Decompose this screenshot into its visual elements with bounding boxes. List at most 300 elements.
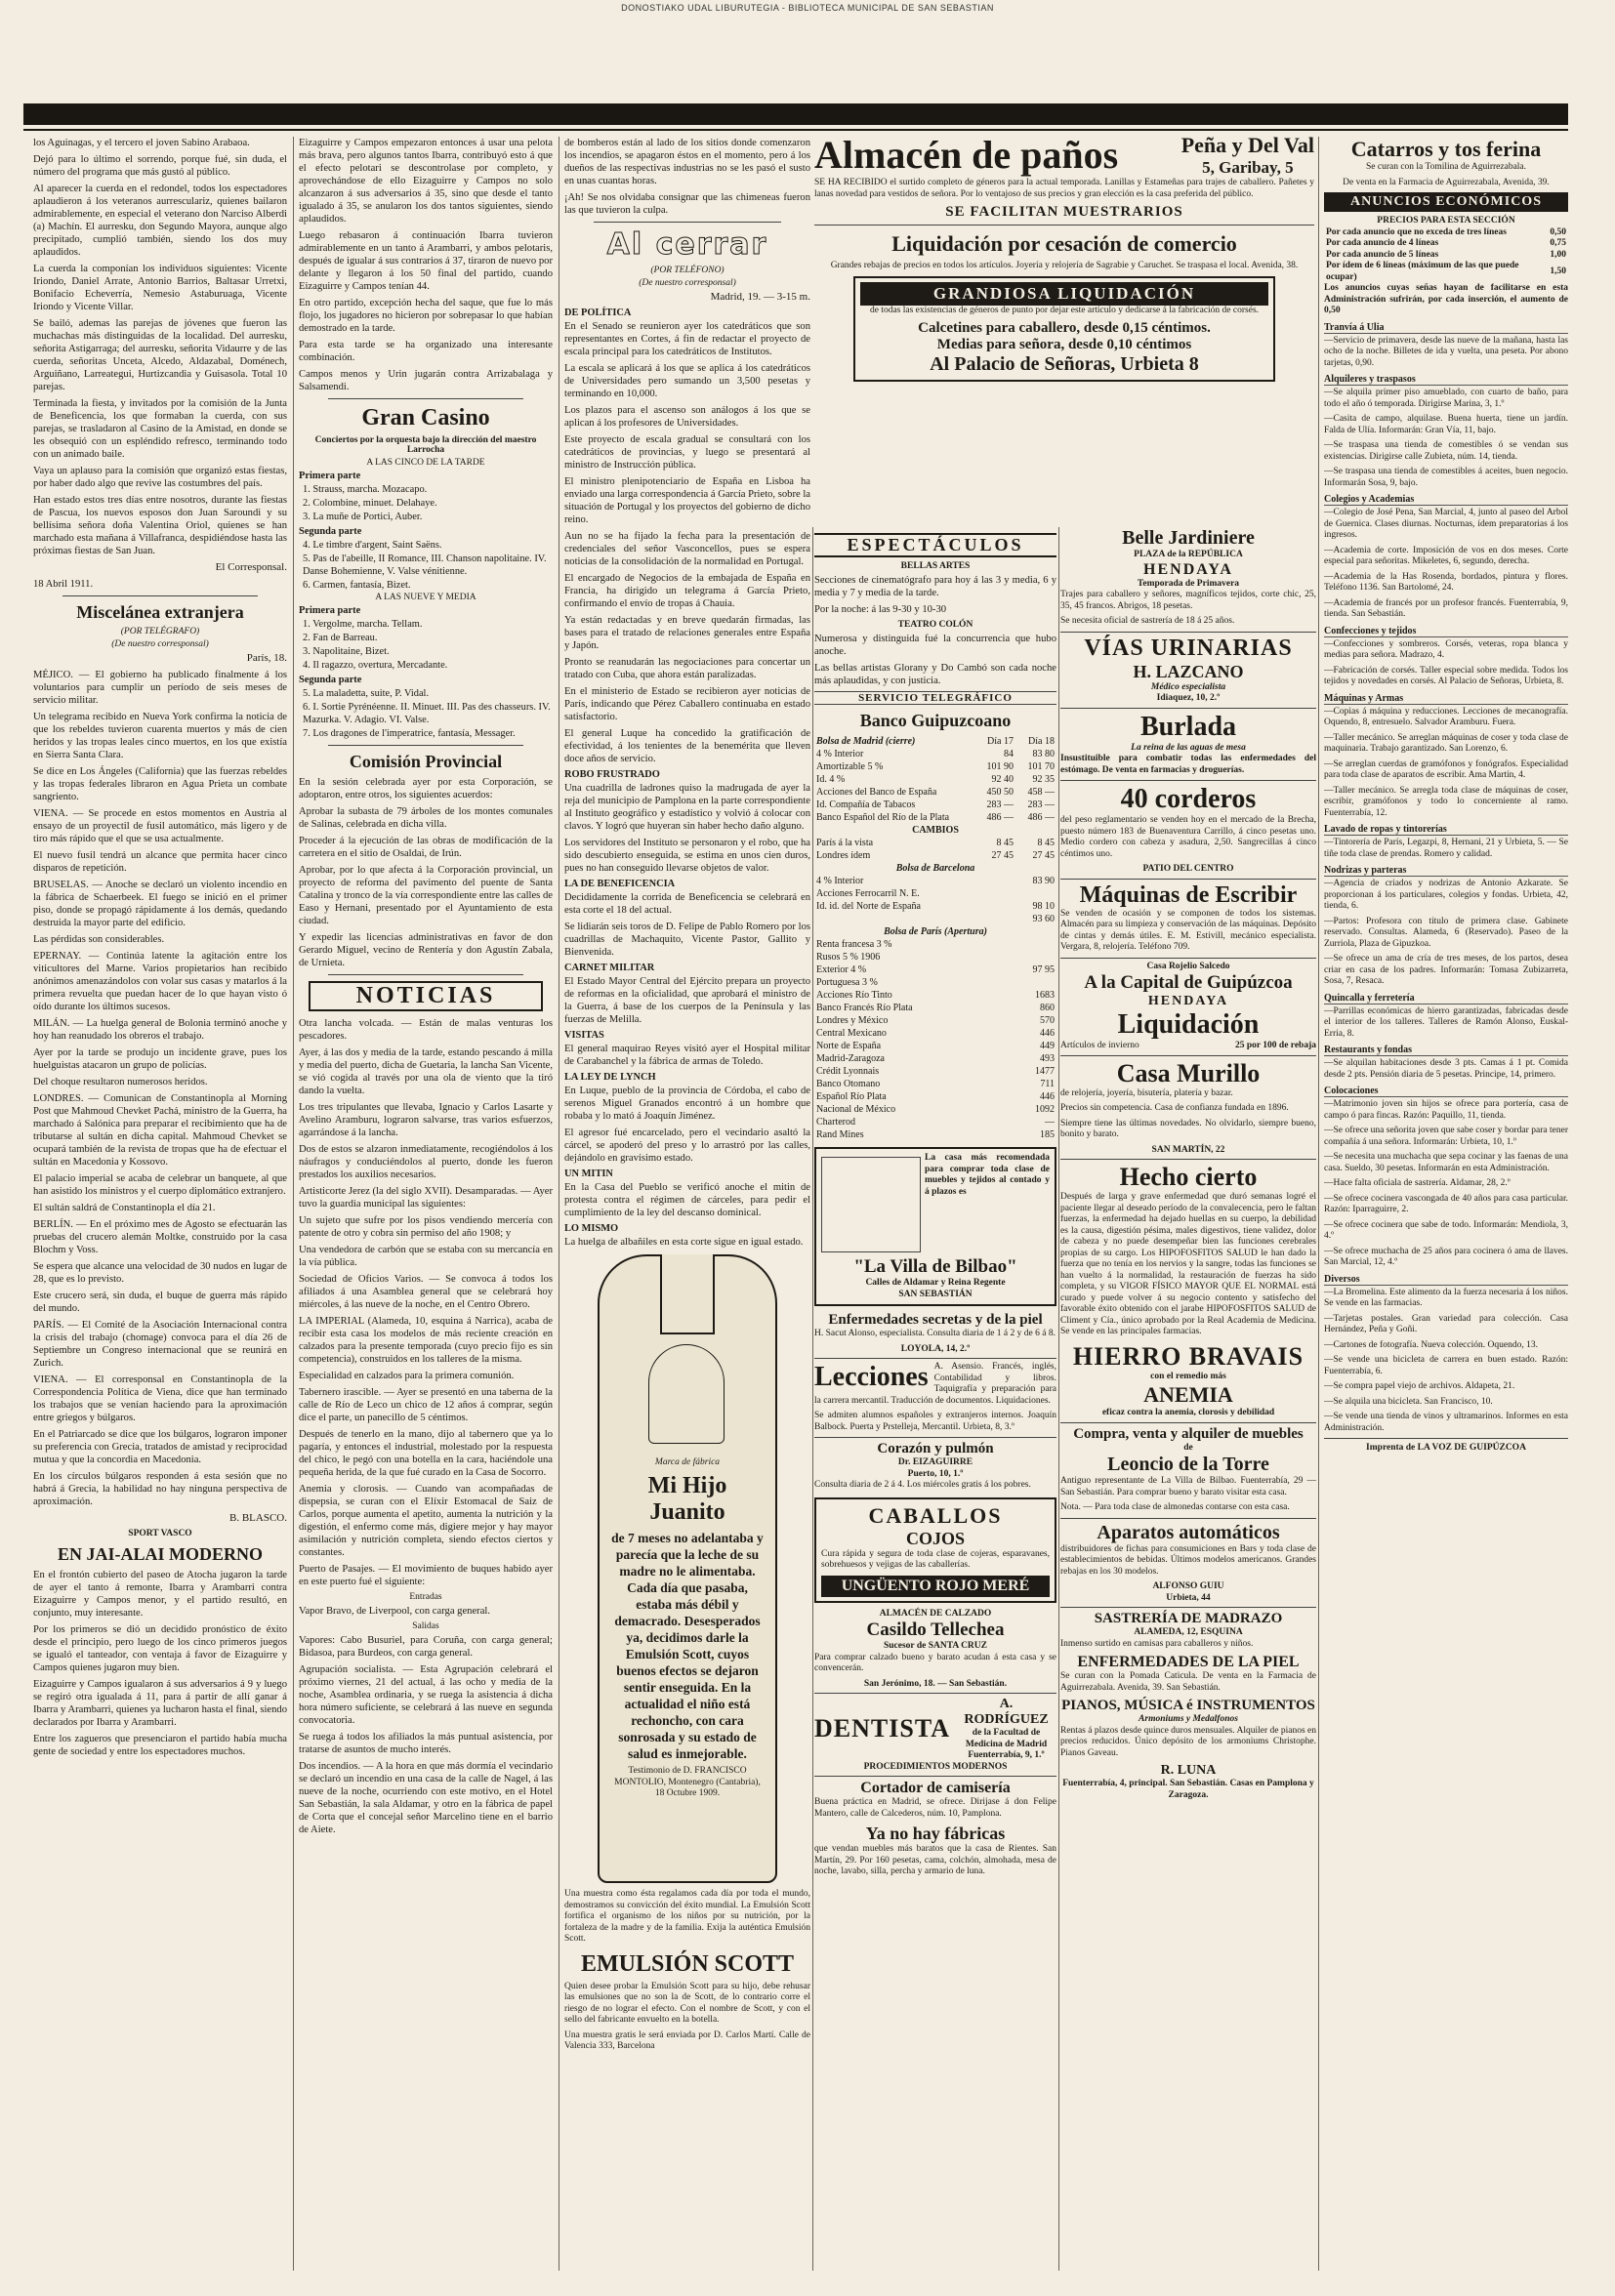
programme-item: 1. Vergolme, marcha. Tellam. xyxy=(303,619,423,630)
classified-ad: —Se vende una bicicleta de carrera en buen estado. Razón: Fuenterrabía, 6. xyxy=(1324,1355,1568,1376)
section-subtitle: (POR TELÉGRAFO) xyxy=(120,627,200,636)
table-row: Por ídem de 6 líneas (máximum de las que puede ocupar) 1,50 xyxy=(1326,261,1566,282)
classified-ad: —Partos: Profesora con título de primera clase. Gabinete reservado. Consultas. Alameda, 6 (Reservado). Paseo de la Zurriola, Plaza de Gipuzkoa. xyxy=(1324,916,1568,949)
ad-note: PROCEDIMIENTOS MODERNOS xyxy=(863,1761,1008,1772)
news-item: El general Luque ha concedido la gratificación de efectividad, á los tenientes de la benemérita que lleven doce años de servicio. xyxy=(564,728,810,764)
column-divider xyxy=(293,137,294,2271)
classified-ad: —Se ofrece muchacha de 25 años para cocinera ó ama de llaves. San Marcial, 12, 4.º xyxy=(1324,1246,1568,1267)
news-category: LO MISMO xyxy=(564,1223,619,1234)
article-paragraph: Numerosa y distinguida fué la concurrencia que hubo anoche. xyxy=(814,634,1056,657)
news-item: Se lidiarán seis toros de D. Felipe de Pablo Romero por los cuadrillas de Machaquito, Vicente Pastor, Gallito y Bienvenida. xyxy=(564,922,810,958)
table-row: Banco Español del Río de la Plata 486 — 486 — xyxy=(816,812,1055,823)
column-divider xyxy=(1318,137,1319,2271)
programme-item: 6. Carmen, fantasía, Bizet. xyxy=(303,580,411,591)
table-row: Id. Compañía de Tabacos 283 — 283 — xyxy=(816,800,1055,810)
table-row: Norte de España 449 xyxy=(816,1041,1055,1051)
article-paragraph: En otro partido, excepción hecha del saque, que fue lo más flojo, los jugadores no hicieron por sobrepasar lo que habían demostrado en la tarde. xyxy=(299,298,553,334)
news-item: Dos incendios. — A la hora en que más dormía el vecindario se declaró un incendio en una casa de la calle de Nagel, á las nueve de la noche, ocurriendo con este motivo, en el Hotel San Sebastián, la sala Aldamar, y otro en la fábrica de papel de Corta que el concejal señor Marcelino tiene en el barrio de Aiete. xyxy=(299,1761,553,1835)
news-item: Del choque resultaron numerosos heridos. xyxy=(33,1077,208,1087)
divider xyxy=(1060,958,1316,959)
ad-body: Insustituible para combatir todas las enfermedades del estómago. De venta en farmacias y droguerías. xyxy=(1060,754,1316,775)
table-row: Central Mexicano 446 xyxy=(816,1028,1055,1039)
divider xyxy=(1060,1607,1316,1608)
table-row: Id. id. del Norte de España 98 10 xyxy=(816,901,1055,912)
news-category: ROBO FRUSTRADO xyxy=(564,769,660,780)
article-paragraph: Se bailó, ademas las parejas de jóvenes que fueron las muchachas más distinguidas de la localidad. Del aurresku, señorita Astigarraga; del aurresku, señorita Vidaurre y de las cuerda, señoritas Unceta, Alcedo, Aldazabal, Doménech, Arguiñano, Larreategui, Hurtizcandia y Guisasola. Total 10 parejas. xyxy=(33,318,287,392)
column-3 xyxy=(564,137,810,2271)
table-row: Exterior 4 % 97 95 xyxy=(816,964,1055,975)
ad-title: Cortador de camisería xyxy=(860,1780,1011,1796)
classified-category: Colegios y Academias xyxy=(1324,494,1568,506)
classified-ad: —Se ofrece un ama de cría de tres meses, de los partos, desea criar en casa de los padres. Informarán: Tomasa Zubizarreta, Sosa, 7, Resaca. xyxy=(1324,954,1568,986)
ad-headline: Liquidación xyxy=(1117,1009,1260,1040)
news-item: Se dice en Los Ángeles (California) que las fuerzas rebeldes y las tropas federales libraron en Agua Prieta un combate sangriento. xyxy=(33,766,287,802)
classified-ad: —Servicio de primavera, desde las nueve de la mañana, hasta las ocho de la noche. Billetes de ida y vuelta, una peseta. Por abono tarjetas, 0,90. xyxy=(1324,335,1568,368)
classified-ad: —Cartones de fotografía. Nueva colección. Oquendo, 13. xyxy=(1324,1339,1538,1350)
divider xyxy=(1324,1438,1568,1439)
liquidation-ad xyxy=(853,276,1275,383)
article-date: 18 Abril 1911. xyxy=(33,579,94,590)
ad-address: Puerto, 10, 1.º xyxy=(907,1468,964,1479)
ad-body: distribuidores de fichas para consumiciones en Bars y toda clase de establecimientos de bebidas. Últimos modelos americanos. Grandes rebajas en los 30 modelos. xyxy=(1060,1543,1316,1577)
table-row: Charterod — xyxy=(816,1117,1055,1128)
article-paragraph: Vaya un aplauso para la comisión que organizó estas fiestas, por haber dado algo que revive las costumbres del país. xyxy=(33,466,287,489)
ad-title: Catarros y tos ferina xyxy=(1350,137,1542,161)
ad-fineprint: Una muestra como ésta regalamos cada día por toda el mundo, demostramos su convicción del éxito mundial. La Emulsión Scott fortifica el organismo de los niños por su nutrición, por la fortaleza de la madre y de la familia. Exija la auténtica Emulsión Scott. xyxy=(564,1889,810,1944)
classified-ad: —Parrillas económicas de hierro garantizadas, fabricadas desde el interior de los talleres. Talleres de Ramón Alonso, Euskal-Erria, 8. xyxy=(1324,1005,1568,1039)
classified-category: Máquinas y Armas xyxy=(1324,693,1568,705)
ad-note: Nota. — Para toda clase de almonedas contarse con esta casa. xyxy=(1060,1502,1290,1512)
news-item: El agresor fué encarcelado, pero el vecindario asaltó la cárcel, se apoderó del preso y lo arrastró por las calles, dejándolo en gravísimo estado. xyxy=(564,1128,810,1164)
ad-name: R. LUNA xyxy=(1160,1763,1217,1778)
news-item: El encargado de Negocios de la embajada de España en Francia, ha dirigido un telegrama á García Prieto, confirmando el envío de tropas á Chauia. xyxy=(564,573,810,609)
classified-ad: —Academia de francés por un profesor francés. Fuenterrabía, 9, tienda. San Sebastián. xyxy=(1324,597,1568,619)
classified-ad: —Copias á máquina y reducciones. Lecciones de mecanografía. Oquendo, 8, entresuelo. Salvador Aramburu. Fuera. xyxy=(1324,706,1568,727)
news-item: Este crucero será, sin duda, el buque de guerra más rápido del mundo. xyxy=(33,1291,287,1314)
column-divider xyxy=(812,527,813,2271)
news-item: Ya están redactadas y en breve quedarán firmadas, las bases para el tratado de relaciones generales entre España y Japón. xyxy=(564,615,810,651)
ad-address: Calles de Aldamar y Reina Regente xyxy=(865,1278,1006,1288)
news-item: BERLÍN. — En el próximo mes de Agosto se efectuarán las pruebas del crucero alemán Moltke, construido por la casa Blochm y Voss. xyxy=(33,1219,287,1255)
table-row: Portuguesa 3 % xyxy=(816,977,878,988)
bank-title: Banco Guipuzcoano xyxy=(859,711,1012,730)
classified-ad: —Se ofrece cocinera vascongada de 40 años para casa particular. Razón: Iparraguirre, 2. xyxy=(1324,1193,1568,1214)
column-6 xyxy=(1324,137,1568,2271)
ad-title: PIANOS, MÚSICA é INSTRUMENTOS xyxy=(1061,1698,1315,1713)
ad-brand: EMULSIÓN SCOTT xyxy=(580,1950,795,1977)
classified-ad: —Matrimonio joven sin hijos se ofrece para portería, casa de campo ó para fincas. Razón: Paquillo, 11, tienda. xyxy=(1324,1099,1568,1121)
ad-title: Máquinas de Escribir xyxy=(1079,882,1298,908)
classified-category: Diversos xyxy=(1324,1274,1568,1286)
ad-line: Medias para señora, desde 0,10 céntimos xyxy=(936,337,1192,352)
ad-address: Se admiten alumnos españoles y extranjeros internos. Joaquín Balbock. Puerta y Prstelleja, Mercantil. Urbieta, 8, 3.º xyxy=(814,1411,1056,1432)
ad-title: Casa Murillo xyxy=(1116,1058,1261,1087)
table-row: Banco Otomano 711 xyxy=(816,1079,1055,1089)
divider xyxy=(814,1776,1056,1777)
concert-time: A LAS CINCO DE LA TARDE xyxy=(366,458,485,468)
table-row: Madrid-Zaragoza 493 xyxy=(816,1053,1055,1064)
ad-title: A la Capital de Guipúzcoa xyxy=(1084,972,1293,993)
divider xyxy=(814,1693,1056,1694)
programme-item: 5. La maladetta, suite, P. Vidal. xyxy=(303,688,430,699)
classified-category: Alquileres y traspasos xyxy=(1324,374,1568,386)
programme-part: Segunda parte xyxy=(299,526,362,537)
ad-note: SE FACILITAN MUESTRARIOS xyxy=(945,204,1183,220)
ad-title: VÍAS URINARIAS xyxy=(1084,635,1293,661)
column-4 xyxy=(814,527,1056,2271)
ad-title: Enfermedades secretas y de la piel xyxy=(828,1312,1043,1328)
news-category: CARNET MILITAR xyxy=(564,963,655,973)
news-category: UN MITIN xyxy=(564,1168,613,1179)
ad-name: ALFONSO GUIU xyxy=(1152,1581,1224,1591)
subheading: Salidas xyxy=(412,1621,439,1631)
classified-ad: —Se arreglan cuerdas de gramófonos y fonógrafos. Especialidad para toda clase de aparatos de escribir. Ama Martín, 4. xyxy=(1324,758,1568,780)
ad-body: Artículos de invierno xyxy=(1060,1041,1139,1050)
ad-subtitle: COJOS xyxy=(905,1528,965,1548)
ad-body: Se curan con la Pomada Caticula. De venta en la Farmacia de Aguirrezabala. Avenida, 39. San Sebastián. xyxy=(1060,1671,1316,1693)
news-category: DE POLÍTICA xyxy=(564,308,632,318)
divider xyxy=(328,974,523,975)
ad-title: Corazón y pulmón xyxy=(877,1441,994,1456)
ad-body: de todas las existencias de géneros de punto por dejar este artículo y dedicarse á la fabricación de corsés. xyxy=(869,305,1260,315)
classified-ad: —Taller mecánico. Se arregla toda clase de máquinas de coser, escribir, gramófonos y todo lo concerniente al ramo. Fuenterrabía, 12. xyxy=(1324,785,1568,818)
ad-title: HIERRO BRAVAIS xyxy=(1072,1341,1304,1371)
divider xyxy=(1060,1518,1316,1519)
trademark-caption: Marca de fábrica xyxy=(654,1457,721,1467)
table-row: Id. 4 % 92 40 92 35 xyxy=(816,774,1055,785)
article-paragraph: de bomberos están al lado de los sitios donde comenzaron los incendios, se apagaron éstos en el momento, pero á los dueños de las respectivas industrias no se les pasó el susto en unas cuantas horas. xyxy=(564,138,810,186)
table-row: Rusos 5 % 1906 xyxy=(816,952,881,963)
divider xyxy=(1060,780,1316,781)
news-item: Las pérdidas son considerables. xyxy=(33,934,165,945)
ad-name: H. LAZCANO xyxy=(1133,661,1244,681)
article-paragraph: En el frontón cubierto del paseo de Atocha jugaron la tarde de ayer el tanto á remonte, Ibarra y Arambarri contra Eizaguirre y Campos menor, y el partido resultó, en conjunto, muy interesante. xyxy=(33,1570,287,1619)
classified-ad: —Casita de campo, alquilase. Buena huerta, tiene un jardín. Falda de Ulía. Informarán: Gran Vía, 11, bajo. xyxy=(1324,414,1568,435)
ad-body: Grandes rebajas de precios en todos los artículos. Joyería y relojería de Sagrabie y Caruchet. Se traspasa el local. Avenida, 38. xyxy=(830,261,1299,270)
furniture-bed-icon xyxy=(821,1157,921,1252)
news-item: Ayer, á las dos y media de la tarde, estando pescando á milla y media del puerto, dicha de Guetaria, la lancha San Vicente, se vió cogida al través por una ola de viento que la tiró dando la vuelta. xyxy=(299,1047,553,1096)
table-row: Acciones Ferrocarril N. E. xyxy=(816,888,920,899)
news-item: Puerto de Pasajes. — El movimiento de buques habido ayer en este puerto fué el siguiente: xyxy=(299,1564,553,1587)
news-item: En los círculos búlgaros responden á esta sesión que no habrá á Grecia, la habilidad no hay ninguna perspectiva de aproximación. xyxy=(33,1471,287,1507)
programme-item: 2. Fan de Barreau. xyxy=(303,633,378,643)
ad-note: eficaz contra la anemia, clorosis y debilidad xyxy=(1101,1408,1275,1417)
article-paragraph: Dejó para lo último el sorrendo, porque fué, sin duda, el número del programa que más gustó al público. xyxy=(33,154,287,178)
correspondent-signoff: El Corresponsal. xyxy=(215,561,287,573)
section-subtitle: (De nuestro corresponsal) xyxy=(639,278,736,288)
villa-bilbao-ad xyxy=(814,1147,1056,1306)
article-paragraph: Por los primeros se dió un decidido pronóstico de éxito desde el principio, pero luego de los cinco primeros juegos se igualó el tanteador, con ventaja á favor de Eizaguirre y Campos quienes jugaron muy bien. xyxy=(33,1624,287,1673)
article-paragraph: Entre los zagueros que presenciaron el partido había mucha gente de sociedad y entre los espectadores muchos. xyxy=(33,1734,287,1757)
ad-title: "La Villa de Bilbao" xyxy=(853,1256,1017,1277)
news-item: LONDRES. — Comunican de Constantinopla al Morning Post que Mahmoud Chevket Pachá, ministro de la Guerra, ha marchado á Salónica para preparar el recibimiento que ha de tributarse al sultán en dicha capital. Mahmoud Chevket se ocupará también de la revista de tropas que ha de efectuar el sultán en Macedonia y Kossovo. xyxy=(33,1093,287,1168)
article-paragraph: Las bellas artistas Glorany y Do Cambó son cada noche más aplaudidas, y con justicia. xyxy=(814,663,1056,686)
ad-kicker: ALMACÉN DE CALZADO xyxy=(879,1608,992,1619)
table-row: Rand Mines 185 xyxy=(816,1129,1055,1140)
table-subheader: CAMBIOS xyxy=(912,825,959,836)
classified-ad: —Colegio de José Pena, San Marcial, 4, junto al paseo del Arbol de Guernica. Clases diurnas. Nocturnas, ídem preparatorias á los ingresos. xyxy=(1324,508,1568,540)
ad-title: Aparatos automáticos xyxy=(1097,1521,1280,1543)
classified-ad: —Academia de corte. Imposición de vos en dos meses. Corte especial para señoritas. Mikeletes, 6, segundo, derecha. xyxy=(1324,545,1568,566)
divider xyxy=(814,1437,1056,1438)
column-2 xyxy=(299,137,553,2271)
table-row: 93 60 xyxy=(1032,914,1055,924)
article-paragraph: Y expedir las licencias administrativas en favor de don Gerardo Miguel, vecino de Rentería y don Agustín Zabala, de Urnieta. xyxy=(299,932,553,968)
table-header: Día 17 xyxy=(987,736,1014,747)
table-row: Crédit Lyonnais 1477 xyxy=(816,1066,1055,1077)
news-item: La huelga de albañiles en esta corte sigue en igual estado. xyxy=(564,1237,804,1248)
news-item: MÉJICO. — El gobierno ha publicado finalmente á los voluntarios para cumplir un período de seis meses de servicio militar. xyxy=(33,670,287,706)
news-item: En la Casa del Pueblo se verificó anoche el mitin de protesta contra el régimen de cárceles, para pedir el cumplimiento de la ley del descanso dominical. xyxy=(564,1182,810,1218)
ad-body: Precios sin competencia. Casa de confianza fundada en 1896. xyxy=(1060,1103,1289,1113)
programme-part: Primera parte xyxy=(299,471,361,481)
classified-ad: —Se ofrece una señorita joven que sabe coser y bordar para tener compañía á una señora. Informarán: Urbieta, 10, 1.º xyxy=(1324,1126,1568,1147)
news-item: EPERNAY. — Continúa latente la agitación entre los viticultores del Marne. Varios propietarios han recibido anónimos amenazándolos con volar sus casas y matarlos á la primera revuelta que puedan hacer de lo que hayan visto ó oído durante los últimos sucesos. xyxy=(33,951,287,1012)
ad-title: CABALLOS xyxy=(868,1502,1003,1528)
programme-item: 3. La muñe de Portici, Auber. xyxy=(303,512,423,522)
price-header: PRECIOS PARA ESTA SECCIÓN xyxy=(1377,216,1515,226)
divider xyxy=(328,398,523,399)
news-item: Otra lancha volcada. — Están de malas venturas los pescadores. xyxy=(299,1018,553,1042)
concert-time: A LAS NUEVE Y MEDIA xyxy=(375,593,476,602)
article-paragraph: Por la noche: á las 9-30 y 10-30 xyxy=(814,604,947,615)
divider xyxy=(62,595,258,596)
caballos-ad xyxy=(814,1497,1056,1603)
programme-item: 3. Napolitaine, Bizet. xyxy=(303,646,390,657)
ad-store-name: Al Palacio de Señoras, Urbieta 8 xyxy=(930,353,1199,375)
news-item: Pronto se reanudarán las negociaciones para concertar un tratado con Cuba, que ahora están paralizadas. xyxy=(564,657,810,680)
section-title: Al cerrar xyxy=(606,227,768,262)
classified-category: Quincalla y ferretería xyxy=(1324,993,1568,1004)
programme-item: 2. Colombine, minuet. Delahaye. xyxy=(303,498,437,509)
ad-title: Ya no hay fábricas xyxy=(865,1824,1006,1843)
news-item: Especialidad en calzados para la primera comunión. xyxy=(299,1371,515,1381)
ad-subtitle: Sucesor de SANTA CRUZ xyxy=(883,1641,987,1651)
classified-ad: —Tintorería de París, Legazpi, 8, Hernani, 21 y Urbieta, 5. — Se tiñe toda clase de prendas. Romero y calidad. xyxy=(1324,838,1568,859)
classified-ad: —Se necesita una muchacha que sepa cocinar y las faenas de una casa. Sueldo, 30 pesetas. Informarán en esta Administración. xyxy=(1324,1152,1568,1173)
column-divider xyxy=(1058,527,1059,2271)
news-item: Ayer por la tarde se produjo un incidente grave, pues los huelguistas atacaron un grupo de policías. xyxy=(33,1047,287,1071)
ad-body: H. Sacut Alonso, especialista. Consulta diaria de 1 á 2 y de 6 á 8. xyxy=(814,1329,1056,1338)
ad-title: Belle Jardiniere xyxy=(1122,527,1255,549)
news-item: Un telegrama recibido en Nueva York confirma la noticia de que los rebeldes tuvieron cuarenta muertos y más de cien heridos y las tropas leales cinco muertos, en los que existía en Sierra Santa Clara. xyxy=(33,712,287,760)
ad-address: San Jerónimo, 18. — San Sebastián. xyxy=(863,1678,1008,1689)
library-watermark: DONOSTIAKO UDAL LIBURUTEGIA - BIBLIOTECA MUNICIPAL DE SAN SEBASTIAN xyxy=(621,3,994,13)
ad-kicker: Casa Rojelio Salcedo xyxy=(1146,961,1230,971)
ad-city: HENDAYA xyxy=(1143,560,1233,578)
article-paragraph: Al aparecer la cuerda en el redondel, todos los espectadores aplaudieron á los veteranos aurresculariz, quienes bailaron admirablemente, en especial el veterano don Narciso Alberdi (a) Machín. El aurresku, don Segundo Mayora, aunque algo precipitado, cumplió también, siendo los dos muy aplaudidos. xyxy=(33,184,287,258)
classified-ad: —Se traspasa una tienda de comestibles ó se vendan sus existencias. Dirigirse calle Zubieta, núm. 14, tienda. xyxy=(1324,440,1568,462)
news-item: El general maquirao Reyes visitó ayer el Hospital militar de Carabanchel y la fábrica de armas de Toledo. xyxy=(564,1044,810,1067)
section-title: ESPECTÁCULOS xyxy=(814,533,1056,557)
ad-body: que vendan muebles más baratos que la casa de Rientes. San Martín, 29. Por 160 pesetas, cama, colchón, almohada, mesa de noche, lavabo, silla, percha y armario de luna. xyxy=(814,1844,1056,1876)
classified-category: Tranvía á Ulia xyxy=(1324,322,1568,334)
ad-connector: de xyxy=(1183,1442,1193,1453)
programme-item: 1. Strauss, marcha. Mozacapo. xyxy=(303,484,428,495)
news-item: Una vendedora de carbón que se estaba con su mercancía en la vía pública. xyxy=(299,1245,553,1268)
ad-name: A. RODRÍGUEZ xyxy=(964,1697,1049,1727)
article-paragraph: Han estado estos tres días entre nosotros, durante las fiestas de Pascua, los nuevos esposos don Juan Saroundi y su bellísima señora doña Valentina Oriol, quienes se han marchado esta mañana á Villafranca, despidiéndose hasta las próximas fiestas de San Juan. xyxy=(33,495,287,556)
programme-item: 4. Il ragazzo, overtura, Mercadante. xyxy=(303,660,448,671)
news-item: El ministro plenipotenciario de España en Lisboa ha enviado una larga correspondencia á García Prieto, sobre la situación de Portugal y los proyectos del gobierno de dicho reino. xyxy=(564,476,810,525)
classified-ad: —Se alquila una bicicleta. San Francisco, 10. xyxy=(1324,1396,1493,1407)
ad-fineprint: Quien desee probar la Emulsión Scott para su hijo, debe rehusar las emulsiones que no son la de Scott, de lo contrario corre el riesgo de no lograr el efecto. Con el nombre de Scott, y con el sello del fabricante envuelto en la botella. xyxy=(564,1981,810,2025)
table-subheader: Bolsa de Barcelona xyxy=(895,863,975,874)
section-title: NOTICIAS xyxy=(309,981,543,1011)
ad-body: Se curan con la Tomilina de Aguirrezabala. xyxy=(1365,162,1527,172)
ad-product: UNGÜENTO ROJO MERÉ xyxy=(821,1576,1050,1597)
stock-table xyxy=(814,735,1056,1141)
article-paragraph: En la sesión celebrada ayer por esta Corporación, se adoptaron, entre otros, los siguientes acuerdos: xyxy=(299,777,553,800)
news-item: Los plazos para el ascenso son análogos á los que se aplican á los profesores de Universidades. xyxy=(564,405,810,429)
fisherman-trademark-icon xyxy=(648,1344,725,1444)
programme-part: Primera parte xyxy=(299,605,361,616)
article-paragraph: Para esta tarde se ha organizado una interesante combinación. xyxy=(299,340,553,363)
divider xyxy=(594,222,781,223)
header-rule xyxy=(23,103,1568,125)
ad-body: La casa más recomendada para comprar toda clase de muebles y tejidos al contado y á plazos es xyxy=(925,1153,1050,1197)
ad-body: Para comprar calzado bueno y barato acudan á esta casa y se convencerán. xyxy=(814,1652,1056,1673)
news-item: Los tres tripulantes que llevaba, Ignacio y Carlos Lasarte y Avelino Aramburu, lograron salvarse, tras varios esfuerzos, agarrándose á la lancha. xyxy=(299,1102,553,1138)
ad-title: Hecho cierto xyxy=(1119,1163,1258,1191)
ad-address: Una muestra gratis le será enviada por D. Carlos Martí. Calle de Valencia 333, Barcelona xyxy=(564,2030,810,2051)
news-item: Los servidores del Instituto se personaron y el robo, que ha sido descubierto enseguida, se estima en unos cien duros, pues no han conseguido llevarse objetos de valor. xyxy=(564,838,810,874)
ad-title: 40 corderos xyxy=(1120,784,1257,814)
news-item: El palacio imperial se acaba de celebrar un banquete, al que han asistido los ministros y el cuerpo diplomático extranjero. xyxy=(33,1173,287,1197)
news-item: Vapor Bravo, de Liverpool, con carga general. xyxy=(299,1606,491,1617)
ad-title: Casildo Tellechea xyxy=(866,1620,1005,1640)
signature: B. BLASCO. xyxy=(229,1512,287,1524)
classified-category: Restaurants y fondas xyxy=(1324,1045,1568,1056)
section-title: ANUNCIOS ECONÓMICOS xyxy=(1324,192,1568,212)
ad-title: SASTRERÍA DE MADRAZO xyxy=(1094,1611,1283,1626)
ad-title: Burlada xyxy=(1139,711,1237,742)
ad-body: del peso reglamentario se venden hoy en el mercado de la Brecha, puesto número 183 de Buenaventura Carrillo, á cinco pesetas uno. Medio cordero con cabeza y asadura, 2,50. Sangrecillas á cinco céntimos uno. xyxy=(1060,815,1316,859)
article-paragraph: los Aguinagas, y el tercero el joven Sabino Arabaoa. xyxy=(33,138,250,148)
ad-body: de relojería, joyería, bisutería, platería y bazar. xyxy=(1060,1087,1233,1098)
table-row: Acciones Río Tinto 1683 xyxy=(816,990,1055,1001)
ad-subtitle: PLAZA de la REPÚBLICA xyxy=(1134,550,1243,559)
news-item: Se espera que alcance una velocidad de 30 nudos en lugar de 28, que es lo previsto. xyxy=(33,1261,287,1285)
section-kicker: SPORT VASCO xyxy=(128,1529,192,1538)
ad-subtitle: de la Facultad de Medicina de Madrid xyxy=(965,1728,1048,1749)
ad-discount: 25 por 100 de rebaja xyxy=(1234,1041,1316,1050)
news-item: VIENA. — Se procede en estos momentos en Austria al ensayo de un proyectil de fusil automático, más ligero y de tiro más rápido que el que se usa actualmente. xyxy=(33,808,287,844)
ad-address: Fuenterrabía, 4, principal. San Sebastián. Casas en Pamplona y Zaragoza. xyxy=(1062,1779,1314,1800)
divider xyxy=(1060,708,1316,709)
ad-line: Calcetines para caballero, desde 0,15 céntimos. xyxy=(918,320,1211,336)
programme-item: 5. Pas de l'abeille, II Romance, III. Chanson napolitaine. IV. Danse Bohemienne, V. Valse vénitienne. xyxy=(303,554,547,577)
ad-title: Mi Hijo Juanito xyxy=(647,1473,727,1525)
ad-address: SAN MARTÍN, 22 xyxy=(1151,1144,1225,1155)
news-item: Anemia y clorosis. — Cuando van acompañadas de dispepsia, se curan con el Elíxir Estomacal de Saiz de Carlos, porque aumenta el apetito, aumenta la nutrición y la digestión, el enfermo come más, digiere mejor y hay mayor asimilación y nutrición completa, siendo efectos ciertos y constantes. xyxy=(299,1484,553,1558)
classified-category: Confecciones y tejidos xyxy=(1324,626,1568,637)
programme-item: 7. Los dragones de l'imperatrice, fantasía, Messager. xyxy=(303,728,516,739)
news-category: LA LEY DE LYNCH xyxy=(564,1072,656,1083)
table-header: Bolsa de Madrid (cierre) xyxy=(816,736,916,747)
ad-title: GRANDIOSA LIQUIDACIÓN xyxy=(860,282,1268,306)
news-item: VIENA. — El corresponsal en Constantinopla de la Correspondencia Política de Viena, dice que han terminado los trabajos que se venían haciendo para la aproximación entre griegos y búlgaros. xyxy=(33,1374,287,1423)
article-paragraph: Terminada la fiesta, y invitados por la comisión de la Junta de Beneficencia, los que formaban la cuerda, con sus parejas, se trasladaron al Casino de la Amistad, en donde se les obsequió con un espléndido refresco, terminando todo con un animado baile. xyxy=(33,398,287,460)
classified-ad: —Taller mecánico. Se arreglan máquinas de coser y toda clase de maquinaria. Trabajo garantizado. San Lorenzo, 6. xyxy=(1324,732,1568,754)
table-subheader: Bolsa de París (Apertura) xyxy=(884,926,987,937)
ad-address: 5, Garibay, 5 xyxy=(1202,158,1294,177)
table-row: 4 % Interior 84 83 80 xyxy=(816,749,1055,759)
article-paragraph: Eizaguirre y Campos igualaron á sus adversarios á 9 y luego se regiró otra igualada á 11, para á partir de allí ganar á Ibarra y Arambarri, quienes ya lucharon hasta el final, siendo declarados por Ibarra y Arambarri. xyxy=(33,1679,287,1728)
classified-ad: —Se alquilan habitaciones desde 3 pts. Camas á 1 pt. Comida desde 2 pts. Pensión diaria de 5 pesetas. Principe, 14, primero. xyxy=(1324,1058,1568,1080)
news-item: El Estado Mayor Central del Ejército prepara un proyecto de reformas en la oficialidad, que aprobará el ministro de la Guerra, á base de los cuerpos de la Península y las fuerzas de Melilla. xyxy=(564,976,810,1025)
emulsion-scott-ad xyxy=(598,1254,777,1883)
ad-body: De venta en la Farmacia de Aguirrezabala, Avenida, 39. xyxy=(1343,177,1550,187)
ad-title: Compra, venta y alquiler de muebles xyxy=(1073,1425,1304,1442)
news-item: El sultán saldrá de Constantinopla el día 21. xyxy=(33,1203,216,1213)
divider xyxy=(1060,632,1316,633)
news-item: En el Patriarcado se dice que los búlgaros, lograron imponer su preferencia con Grecia, tratados de amistad y reciprocidad mutua y que la concordia en Macedonia. xyxy=(33,1429,287,1465)
table-row: Por cada anuncio de 5 líneas 1,00 xyxy=(1326,249,1566,260)
article-paragraph: Eizaguirre y Campos empezaron entonces á usar una pelota más brava, pero algunos tantos Ibarra, contribuyó esto á que el efecto pelotari se descontrolase por completo, y aprovechándose de ello Eizaguirre y Campos no solo alcanzaron á sus adversarios á 35, sino que desde el tanto igualado á 35, se anularon los dos tantos siguientes, siendo aplaudidos. xyxy=(299,138,553,225)
price-note: Los anuncios cuyas señas hayan de facilitarse en esta Administración sufrirán, por cada inserción, el aumento de 0,50 xyxy=(1324,283,1568,315)
table-row: Nacional de México 1092 xyxy=(816,1104,1055,1115)
table-row: Acciones del Banco de España 450 50 458 — xyxy=(816,787,1055,798)
news-item: Sociedad de Oficios Varios. — Se convoca á todos los afiliados á una Asamblea general que se celebrará hoy miércoles, á las nueve de la noche, en el Centro Obrero. xyxy=(299,1274,553,1310)
ad-subtitle: Temporada de Primavera xyxy=(1137,578,1240,589)
article-paragraph: La cuerda la componían los individuos siguientes: Vicente Iriondo, Daniel Arrate, Antonio Barrios, Baltasar Urretxi, Bonifacio Echeverría, Nemesio Astaburuaga, Vicente Iriondo y Vicente Villar. xyxy=(33,264,287,312)
ad-body: SE HA RECIBIDO el surtido completo de géneros para la actual temporada. Lanillas y Estameñas para trajes de caballero. Pañetes y lanas novedad para vestidos de señora. Por lo ventajoso de sus precios y gran elección es la casa preferida del público. xyxy=(814,178,1314,199)
casino-intro: Conciertos por la orquesta bajo la dirección del maestro Larrocha xyxy=(314,435,537,455)
ad-body: Después de larga y grave enfermedad que duró semanas logré el paciente llegar al deseado período de la convalecencia, pero le faltan fuerzas, la enfermedad ha dejado huellas en su cuerpo, la debilidad es la causa, digestión pésima, males digestivos, tiene validez, dolor de cabeza y no puede desempeñar bien las funciones cerebrales propias de su cargo. Los HIPOFOSFITOS SALUD le han dado la fuerza que no tenía en los nervios y la sangre, todas las funciones se han vuelto á la normalidad, la restauración de fuerzas ha sido completa, y su VIGOR FÍSICO MAYOR QUE EL NORMAL está curado y puede volver á su negocio contento y satisfecho del favorable éxito obtenido con el jarabe HIPOFOSFITOS SALUD de Climent y Cía., único aprobado por la Real Academia de Medicina. Se vende en las principales farmacias. xyxy=(1060,1192,1316,1336)
classified-ad: —Academia de la Has Rosenda, bordados, pintura y flores. Teléfono 1136. San Bartolomé, 24. xyxy=(1324,571,1568,593)
news-item: En Luque, pueblo de la provincia de Córdoba, el cabo de serenos Miguel Granados encontró á un hombre que robaba y lo mató á Joaquín Jiménez. xyxy=(564,1086,810,1122)
ad-address: Idiaquez, 10, 2.º xyxy=(1156,693,1221,703)
classified-ad: —Tarjetas postales. Gran variedad para colección. Casa Hernández, Peña y Goñi. xyxy=(1324,1313,1568,1334)
news-item: Un sujeto que sufre por los pisos vendiendo mercería con patente de otro y cobra sin permiso del año 1908; y xyxy=(299,1215,553,1239)
ad-title: Lecciones xyxy=(814,1362,929,1392)
ad-address: Fuenterrabía, 9, 1.º xyxy=(968,1750,1045,1760)
news-item: Después de tenerlo en la mano, dijo al tabernero que ya lo pagaría, y entonces el industrial, molestado por la respuesta del chico, le pegó con una botella en la cara, haciéndole una pequeña herida, de la que fué curado en la Casa de Socorro. xyxy=(299,1429,553,1478)
printer-imprint: Imprenta de LA VOZ DE GUIPÚZCOA xyxy=(1366,1443,1526,1453)
news-item: Tabernero irascible. — Ayer se presentó en una taberna de la calle de Río de Leco un chico de 12 años á comprar, según dice el parte, un panecillo de 5 céntimos. xyxy=(299,1387,553,1423)
ad-subtitle: Médico especialista xyxy=(1150,681,1226,692)
divider xyxy=(814,225,1314,226)
news-item: PARÍS. — El Comité de la Asociación Internacional contra la crisis del trabajo (chomage) convoca para el día 26 de Septiembre un Congreso internacional que se reunirá en Zurich. xyxy=(33,1320,287,1369)
table-row: 4 % Interior 83 90 xyxy=(816,876,1055,886)
article-paragraph: Proceder á la ejecución de las obras de modificación de la carretera en el sitio de Osaldai, de Irún. xyxy=(299,836,553,859)
section-title: EN JAI-ALAI MODERNO xyxy=(57,1544,263,1564)
article-paragraph: Luego rebasaron á continuación Ibarra tuvieron admirablemente en un tanto á Arambarri, y ambos pelotaris, después de igualar á sus contrarios á 37, tiraron de nuevo por delante y llegaron á los 50 final del partido, cuando Eizaguirre y Campos tenían 44. xyxy=(299,230,553,292)
ad-body: Siempre tiene las últimas novedades. No olvidarlo, siempre bueno, bonito y barato. xyxy=(1060,1118,1316,1139)
ad-title: ENFERMEDADES DE LA PIEL xyxy=(1077,1654,1300,1670)
news-item: Agrupación socialista. — Esta Agrupación celebrará el próximo viernes, 21 del actual, á las ocho y media de la noche, Asamblea ordinaria, y se ruega la asistencia á dicha hora número suficiente, se celebrará á las nueve en segunda convocatoria. xyxy=(299,1664,553,1726)
ad-body: Se venden de ocasión y se componen de todos los sistemas. Almacén para su limpieza y conservación de las máquinas. Depósito de cintas y demás útiles. E. M. Estivill, mecánico especialista. Vergara, 8, relojería. Teléfono 709. xyxy=(1060,908,1316,952)
ad-title: Almacén de paños xyxy=(814,133,1119,177)
news-category: LA DE BENEFICENCIA xyxy=(564,879,676,889)
news-item: Se ruega á todos los afiliados la más puntual asistencia, por tratarse de asuntos de mucho interés. xyxy=(299,1732,553,1755)
article-paragraph: Secciones de cinematógrafo para hoy á las 3 y media, 6 y media y 7 y media de la tarde. xyxy=(814,575,1056,598)
section-subtitle: (POR TELÉFONO) xyxy=(650,266,725,275)
ad-title: Liquidación por cesación de comercio xyxy=(891,231,1237,256)
classified-ad: —Agencia de criados y nodrizas de Antonio Azkarate. Se proporcionan á los particulares, colegios y fondas. Urbieta, 42, tienda, 6. xyxy=(1324,879,1568,911)
top-ad-block xyxy=(814,133,1314,386)
ad-city: SAN SEBASTIÁN xyxy=(898,1289,973,1299)
table-row: Español Río Plata 446 xyxy=(816,1091,1055,1102)
news-item: Decididamente la corrida de Beneficencia se celebrará en esta corte el 18 del actual. xyxy=(564,892,810,916)
news-item: Vapores: Cabo Busuriel, para Coruña, con carga general; Bidasoa, para Burdeos, con carga general. xyxy=(299,1635,553,1659)
table-row: Por cada anuncio que no exceda de tres líneas 0,50 xyxy=(1326,226,1566,237)
table-header: Día 18 xyxy=(1028,736,1055,747)
table-row: Banco Francés Río Plata 860 xyxy=(816,1003,1055,1013)
ad-body: A. Asensio. Francés, inglés, Contabilidad y libros. Taquigrafía y preparación para la carrera mercantil. Traducción de documentos. Liquidaciones. xyxy=(814,1362,1056,1406)
article-paragraph: ¡Ah! Se nos olvidaba consignar que las chimeneas fueron las que tuvieron la culpa. xyxy=(564,192,810,216)
